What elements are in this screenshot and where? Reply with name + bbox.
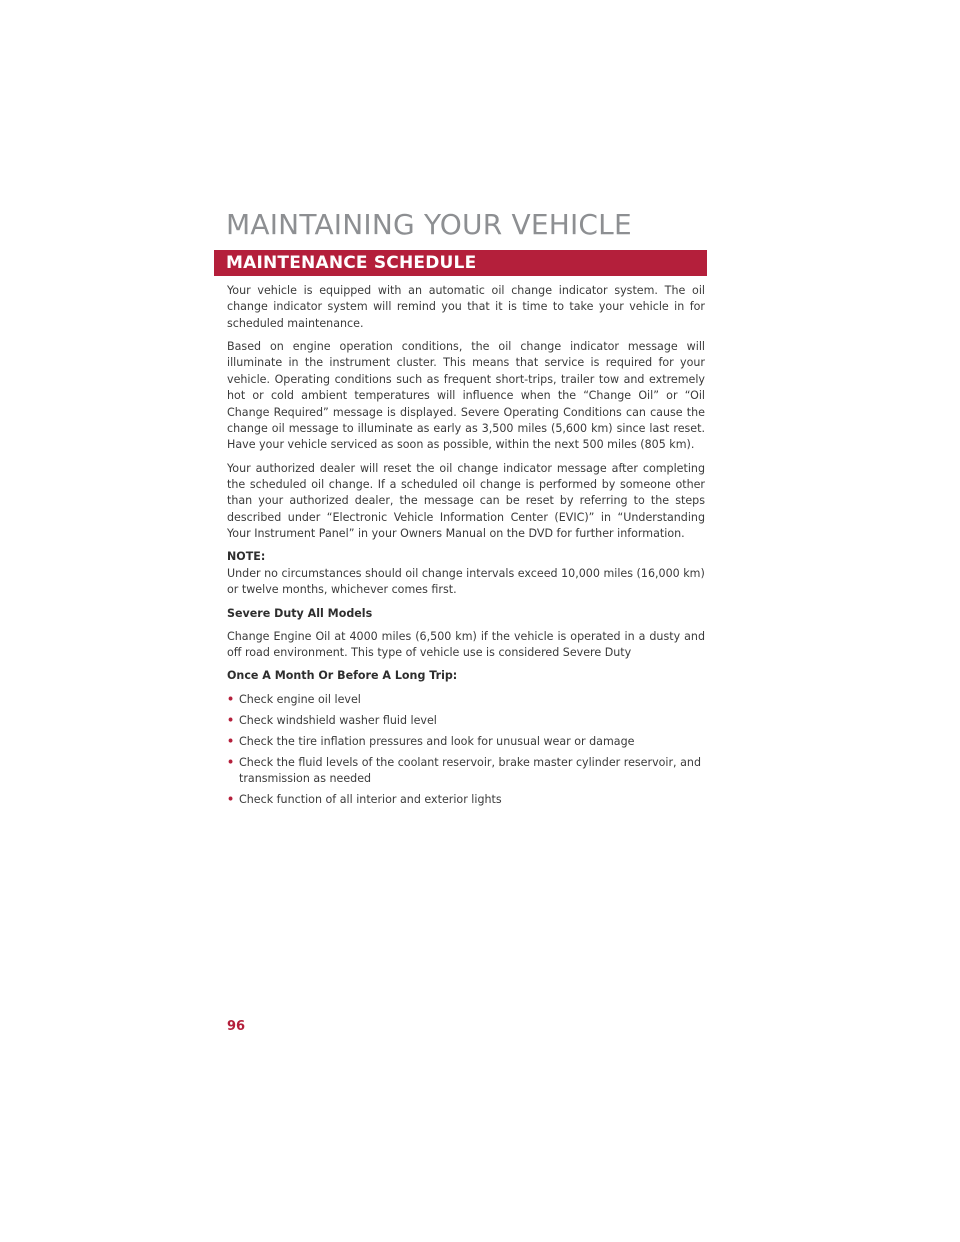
list-item — [227, 734, 705, 750]
list-item-text: Check the fluid levels of the coolant reservoir, brake master cylinder reservoir, and transmission as needed — [239, 755, 701, 785]
list-item — [227, 792, 705, 808]
list-item — [227, 692, 705, 708]
bullet-icon: • — [227, 755, 235, 769]
severe-duty-paragraph: Change Engine Oil at 4000 miles (6,500 km) if the vehicle is operated in a dusty and off road environment. This type of vehicle use is considered Severe Duty — [227, 629, 705, 660]
bullet-icon: • — [227, 792, 235, 806]
note-text: Under no circumstances should oil change intervals exceed 10,000 miles (16,000 km) or twelve months, whichever comes first. — [227, 566, 705, 597]
bullet-icon: • — [227, 734, 235, 748]
bullet-icon: • — [227, 713, 235, 727]
page-number: 96 — [227, 1019, 246, 1034]
section-title: MAINTAINING YOUR VEHICLE — [226, 208, 632, 241]
bullet-icon: • — [227, 692, 235, 706]
note-label: NOTE: — [227, 550, 266, 564]
monthly-check-heading: Once A Month Or Before A Long Trip: — [227, 669, 458, 683]
list-item-text: Check the tire inflation pressures and look for unusual wear or damage — [239, 734, 635, 748]
note-block — [227, 549, 705, 598]
list-item-text: Check engine oil level — [239, 692, 361, 706]
list-item — [227, 713, 705, 729]
list-item-text: Check windshield washer fluid level — [239, 713, 437, 727]
intro-paragraph: Your vehicle is equipped with an automatic oil change indicator system. The oil change indicator system will remind you that it is time to take your vehicle in for scheduled maintenance. — [227, 284, 705, 330]
list-item — [227, 755, 705, 788]
severe-duty-heading: Severe Duty All Models — [227, 606, 373, 620]
dealer-reset-paragraph: Your authorized dealer will reset the oil change indicator message after completing the scheduled oil change. If a scheduled oil change is performed by someone other than your authorized dealer, the message can be reset by referring to the steps described under “Electronic Vehicle Information Center (EVIC)” in “Understanding Your Instrument Panel” in your Owners Manual on the DVD for further information. — [227, 461, 705, 541]
banner-title: MAINTENANCE SCHEDULE — [226, 253, 477, 273]
maintenance-schedule-banner — [214, 250, 707, 276]
indicator-paragraph: Based on engine operation conditions, the oil change indicator message will illuminate in the instrument cluster. This means that service is required for your vehicle. Operating conditions such as frequent short-trips, trailer tow and extremely hot or cold ambient temperatures will influence when the “Change Oil” or “Oil Change Required” message is displayed. Severe Operating Conditions can cause the change oil message to illuminate as early as 3,500 miles (5,600 km) since last reset. Have your vehicle serviced as soon as possible, within the next 500 miles (805 km). — [227, 340, 705, 452]
list-item-text: Check function of all interior and exterior lights — [239, 792, 502, 806]
monthly-checklist — [227, 692, 705, 809]
page-content — [227, 283, 705, 813]
